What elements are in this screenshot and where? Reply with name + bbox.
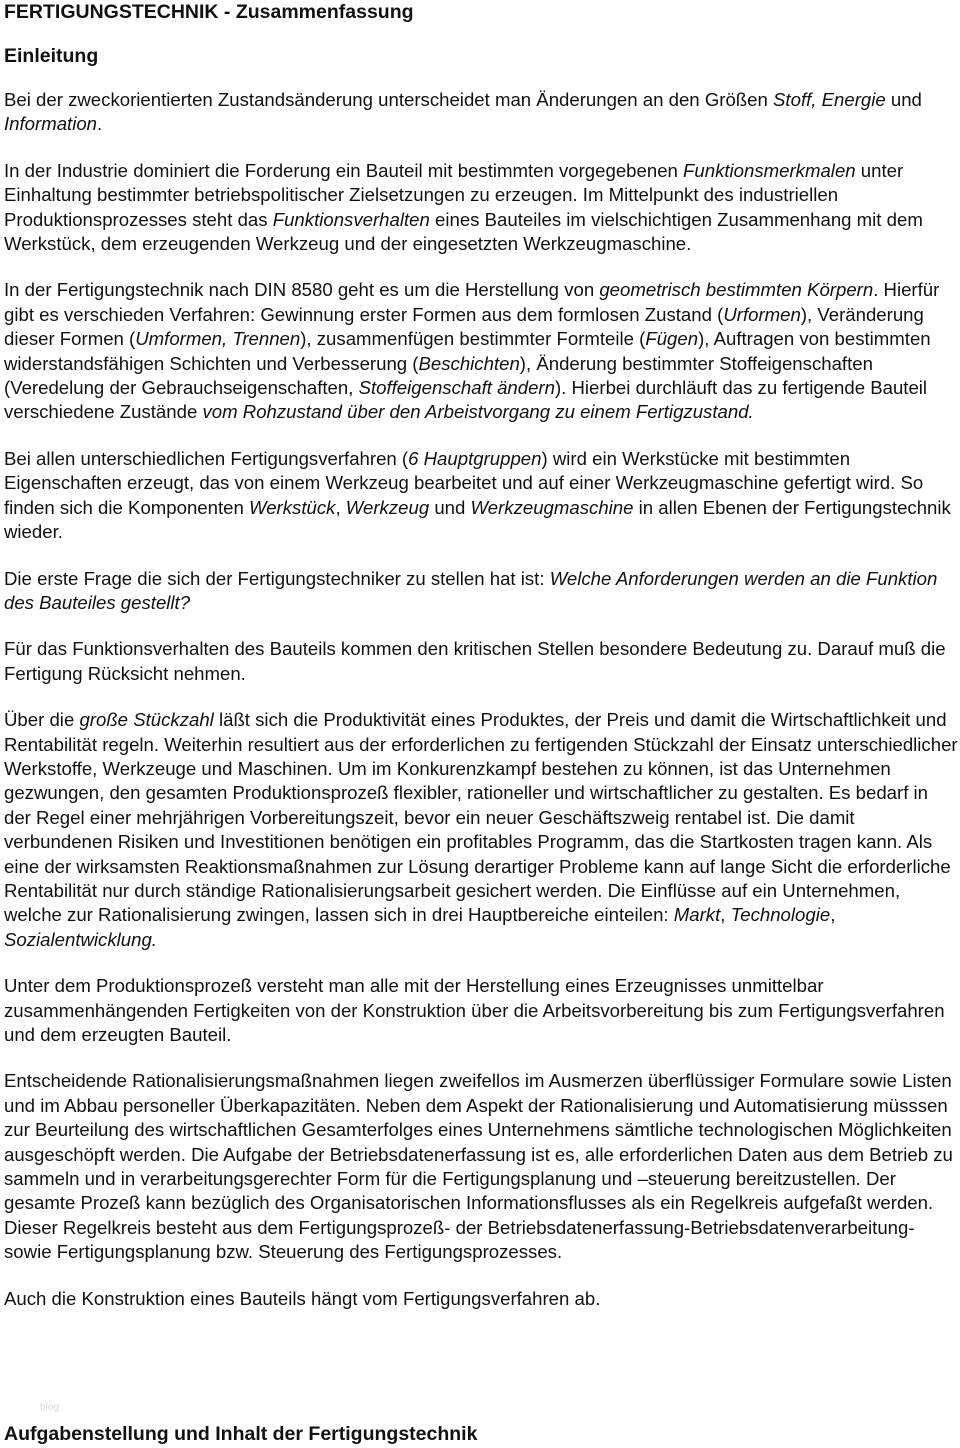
section-heading-aufgabenstellung: Aufgabenstellung und Inhalt der Fertigungstechnik — [4, 1423, 478, 1445]
paragraph-4: Bei allen unterschiedlichen Fertigungsverfahren (6 Hauptgruppen) wird ein Werkstücke mit bestimmten Eigenschaften erzeugt, das von einem Werkzeug bearbeitet und auf einer Werkzeugmaschine gefertigt wird. So finden sich die Komponenten Werkstück, Werkzeug und Werkzeugmaschine in allen Ebenen der Fertigungstechnik wieder. — [4, 447, 951, 543]
section-heading-einleitung: Einleitung — [4, 45, 99, 67]
paragraph-3: In der Fertigungstechnik nach DIN 8580 geht es um die Herstellung von geometrisch bestimmten Körpern. Hierfür gibt es verschieden Verfahren: Gewinnung erster Formen aus dem formlosen Zustand (Urformen), Veränderung dieser Formen (Umformen, Trennen), zusammenfügen bestimmter Formteile (Fügen), Auftragen von bestimmten widerstandsfähigen Schichten und Verbesserung (Beschichten), Änderung bestimmter Stoffeigenschaften (Veredelung der Gebrauchseigenschaften, Stoffeigenschaft ändern). Hierbei durchläuft das zu fertigende Bauteil verschiedene Zustände vom Rohzustand über den Arbeistvorgang zu einem Fertigzustand. — [4, 279, 940, 423]
paragraph-7: Über die große Stückzahl läßt sich die Produktivität eines Produktes, der Preis und damit die Wirtschaftlichkeit und Rentabilität regeln. Weiterhin resultiert aus der erforderlichen zu fertigenden Stückzahl der Einsatz unterschiedlicher Werkstoffe, Werkzeuge und Maschinen. Um im Konkurenzkampf bestehen zu können, ist das Unternehmen gezwungen, den gesamten Produktionsprozeß flexibler, rationeller und wirtschaftlicher zu gestalten. Es bedarf in der Regel einer mehrjährigen Vorbereitungszeit, bevor ein neuer Geschäftszweig rentabel ist. Die damit verbundenen Risiken und Investitionen benötigen ein profitables Programm, das die Startkosten tragen kann. Als eine der wirksamsten Reaktionsmaßnahmen zur Lösung derartiger Probleme kann auf lange Sicht die erforderliche Rentabilität nur durch ständige Rationalisierungsarbeit gesichert werden. Die Einflüsse auf ein Unternehmen, welche zur Rationalisierung zwingen, lassen sich in drei Hauptbereiche einteilen: Markt, Technologie, Sozialentwicklung. — [4, 709, 958, 950]
watermark-text: blog — [40, 1402, 59, 1413]
document-title: FERTIGUNGSTECHNIK - Zusammenfassung — [4, 1, 414, 23]
paragraph-2: In der Industrie dominiert die Forderung ein Bauteil mit bestimmten vorgegebenen Funktionsmerkmalen unter Einhaltung bestimmter betriebspolitischer Zielsetzungen zu erzeugen. Im Mittelpunkt des industriellen Produktionsprozesses steht das Funktionsverhalten eines Bauteiles im vielschichtigen Zusammenhang mit dem Werkstück, dem erzeugenden Werkzeug und der eingesetzten Werkzeugmaschine. — [4, 159, 923, 255]
document-page — [4, 0, 958, 1311]
paragraph-5: Die erste Frage die sich der Fertigungstechniker zu stellen hat ist: Welche Anforderungen werden an die Funktion des Bauteiles gestellt? — [4, 567, 938, 613]
paragraph-10: Auch die Konstruktion eines Bauteils hängt vom Fertigungsverfahren ab. — [4, 1287, 601, 1309]
paragraph-9: Entscheidende Rationalisierungsmaßnahmen liegen zweifellos im Ausmerzen überflüssiger Formulare sowie Listen und im Abbau personeller Überkapazitäten. Neben dem Aspekt der Rationalisierung und Automatisierung müsssen zur Beurteilung des wirtschaftlichen Gesamterfolges eines Unternehmens sämtliche technologischen Möglichkeiten ausgeschöpft werden. Die Aufgabe der Betriebsdatenerfassung ist es, alle erforderlichen Daten aus dem Betrieb zu sammeln und in verarbeitungsgerechter Form für die Fertigungsplanung und –steuerung bereitzustellen. Der gesamte Prozeß kann bezüglich des Organisatorischen Informationsflusses als ein Regelkreis aufgefaßt werden. Dieser Regelkreis besteht aus dem Fertigungsprozeß- der Betriebsdatenerfassung-Betriebsdatenverarbeitung- sowie Fertigungsplanung bzw. Steuerung des Fertigungsprozesses. — [4, 1070, 953, 1263]
paragraph-6: Für das Funktionsverhalten des Bauteils kommen den kritischen Stellen besondere Bedeutung zu. Darauf muß die Fertigung Rücksicht nehmen. — [4, 638, 946, 684]
paragraph-8: Unter dem Produktionsprozeß versteht man alle mit der Herstellung eines Erzeugnisses unmittelbar zusammenhängenden Fertigkeiten von der Konstruktion über die Arbeitsvorbereitung bis zum Fertigungsverfahren und dem erzeugten Bauteil. — [4, 975, 945, 1045]
paragraph-1: Bei der zweckorientierten Zustandsänderung unterscheidet man Änderungen an den Größen Stoff, Energie und Information. — [4, 89, 922, 135]
